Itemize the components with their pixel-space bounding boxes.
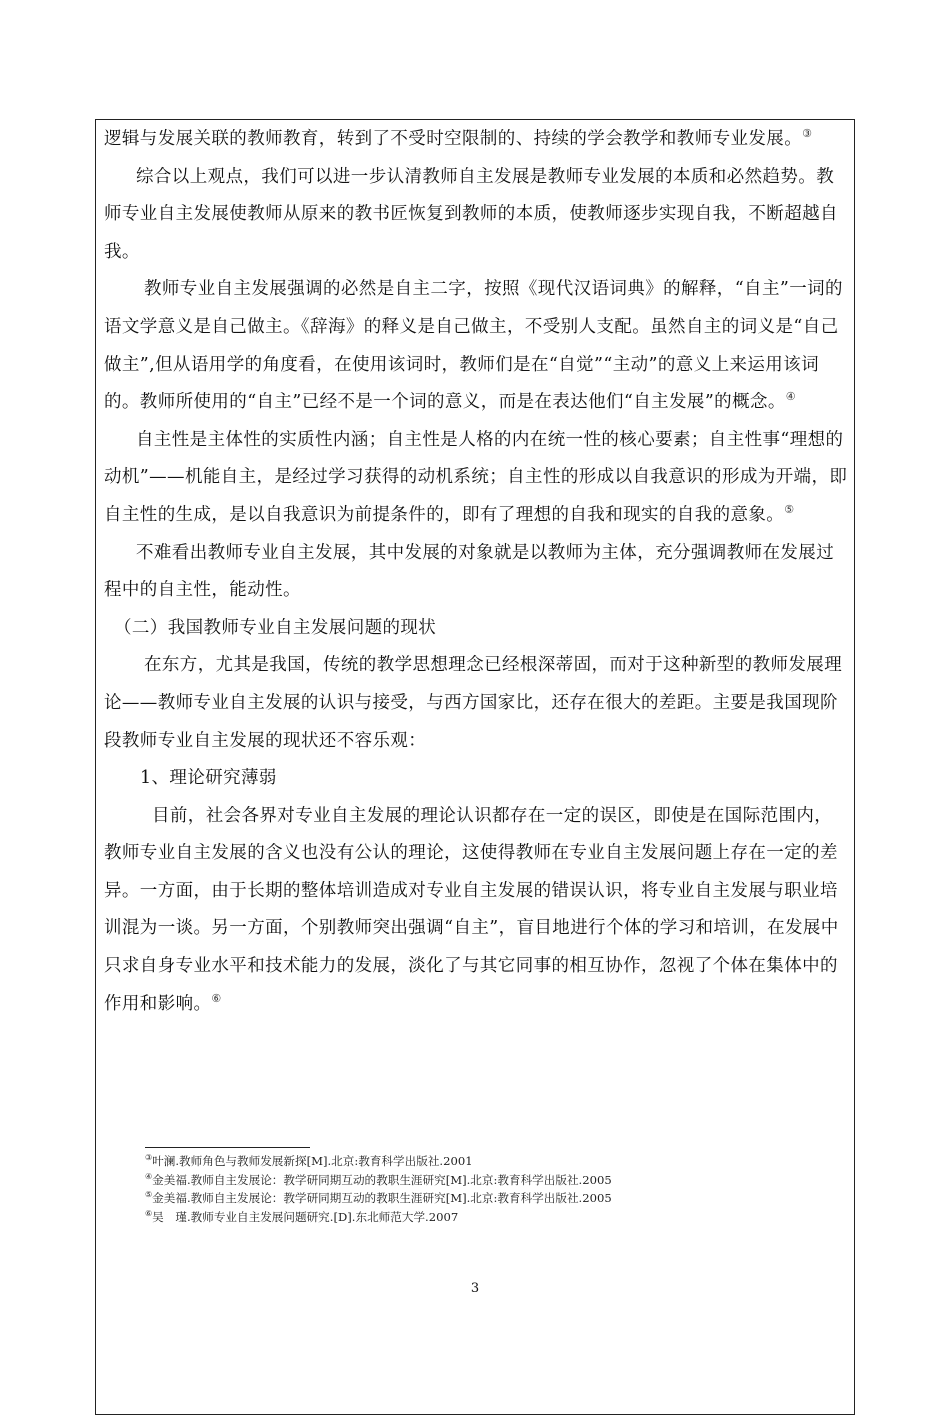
- section-heading: （二）我国教师专业自主发展问题的现状: [114, 617, 437, 638]
- footnote-ref[interactable]: ③: [802, 127, 813, 141]
- footnote-ref[interactable]: ④: [785, 390, 797, 404]
- footnote-ref[interactable]: ⑥: [211, 991, 222, 1005]
- footnote-item: ⑤金美福.教师自主发展论：教学研同期互动的教职生涯研究[M].北京:教育科学出版社.2005: [145, 1190, 612, 1205]
- subsection-heading: 1、理论研究薄弱: [140, 768, 277, 789]
- paragraph-summary: 综合以上观点，我们可以进一步认清教师自主发展是教师专业发展的本质和必然趋势。教师专业自主发展使教师从原来的教书匠恢复到教师的本质，使教师逐步实现自我，不断超越自我。: [104, 166, 838, 262]
- footnote-item: ⑥吴 瑾.教师专业自主发展问题研究.[D].东北师范大学.2007: [145, 1208, 459, 1224]
- paragraph-status: 在东方，尤其是我国，传统的教学思想理念已经根深蒂固，而对于这种新型的教师发展理论——教师专业自主发展的认识与接受，与西方国家比，还存在很大的差距。主要是我国现阶段教师专业自主发展的现状还不容乐观：: [104, 655, 843, 751]
- paragraph-autonomy-definition: 教师专业自主发展强调的必然是自主二字，按照《现代汉语词典》的解释，“自主”一词的语文学意义是自己做主。《辞海》的释义是自己做主，不受别人支配。虽然自主的词义是“自己做主”,但从语用学的角度看，在使用该词时，教师们是在“自觉”“主动”的意义上来运用该词的。教师所使用的“自主”已经不是一个词的意义，而是在表达他们“自主发展”的概念。④: [104, 279, 843, 413]
- page-number: 3: [470, 1281, 480, 1296]
- footnote-divider: [145, 1147, 310, 1148]
- paragraph-theory: 目前，社会各界对专业自主发展的理论认识都存在一定的误区，即使是在国际范围内，教师专业自主发展的含义也没有公认的理论，这使得教师在专业自主发展问题上存在一定的差异。一方面，由于长期的整体培训造成对专业自主发展的错误认识，将专业自主发展与职业培训混为一谈。另一方面，个别教师突出强调“自主”，盲目地进行个体的学习和培训，在发展中只求自身专业水平和技术能力的发展，淡化了与其它同事的相互协作，忽视了个体在集体中的作用和影响。⑥: [104, 805, 839, 1014]
- body-text: [104, 121, 848, 1023]
- footnote-item: ③叶澜.教师角色与教师发展新探[M].北京:教育科学出版社.2001: [145, 1153, 473, 1168]
- paragraph-autonomy-nature: 自主性是主体性的实质性内涵；自主性是人格的内在统一性的核心要素；自主性事“理想的动机”——机能自主，是经过学习获得的动机系统；自主性的形成以自我意识的形成为开端，即自主性的生成，是以自我意识为前提条件的，即有了理想的自我和现实的自我的意象。⑤: [104, 429, 848, 525]
- footnote-item: ④金美福.教师自主发展论：教学研同期互动的教职生涯研究[M].北京:教育科学出版社.2005: [145, 1171, 612, 1187]
- paragraph-continuation: 逻辑与发展关联的教师教育，转到了不受时空限制的、持续的学会教学和教师专业发展。③: [104, 127, 813, 149]
- footnote-ref[interactable]: ⑤: [784, 503, 795, 517]
- footnotes: [145, 1152, 845, 1226]
- paragraph-conclusion: 不难看出教师专业自主发展，其中发展的对象就是以教师为主体，充分强调教师在发展过程中的自主性，能动性。: [104, 542, 835, 601]
